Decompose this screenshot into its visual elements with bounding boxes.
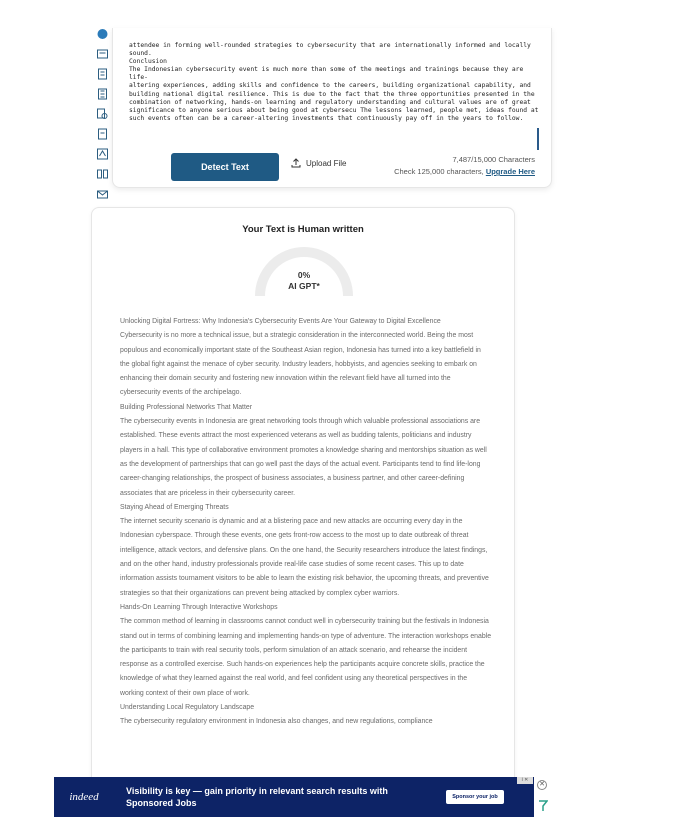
compare-icon[interactable]: [95, 168, 109, 180]
character-info: [394, 154, 535, 178]
upload-icon: [291, 158, 301, 168]
result-paragraph: Cybersecurity is no more a technical issue, but a strategic consideration in the interconnected world. Being the most populous and economically important state of the Southeast Asian region, Indonesia has turned into a key battlefield in the global fight against the menace of cyber security. Industry leaders, hobbyists, and agencies seeking to embark on enhancing their domain security and fostering new innovation within the relevant field have all turned into the cybersecurity events of the archipelago.: [120, 332, 481, 397]
result-paragraph: Staying Ahead of Emerging Threats: [120, 503, 229, 511]
check-limit-text: Check 125,000 characters,: [394, 167, 484, 176]
result-paragraph: The common method of learning in classrooms cannot conduct well in cybersecurity training but the festivals in Indonesia stand out in terms of combining learning and implementing hands-on type of adventure. The interaction workshops enable the participants to train with real security tools, perform simulation of an attack scenario, and rehearse the incident response as a controlled exercise. Such hands-on experiences help the participants acquire concrete skills, practice the knowledge of what they learned against the real world, and feel confident using any theoretical perspectives in the working context of their own place of work.: [120, 618, 492, 697]
text-editor[interactable]: attendee in forming well-rounded strategies to cybersecurity that are internationally informed and locally sound. Conclusion The Indonesian cybersecurity event is much more than some of the meetings and trainings because they are life- altering experiences, adding skills and confidence to the careers, building organizational capability, and building national digital resilience. This is due to the fact that the three opportunities presented in the combination of networking, hands-on learning and regulatory understanding and cultural values are of great significance to anyone serious about being good at cybersecu The lessons learned, people met, ideas found at such events often can be a career-altering investments that continuously pay off in the years to follow.: [129, 42, 539, 122]
ad-info-icon[interactable]: i ✕: [517, 777, 533, 784]
mail-icon[interactable]: [95, 188, 109, 200]
result-paragraph: The cybersecurity events in Indonesia are great networking tools through which valuable professional associations are established. These events attract the most experienced veterans as well as budding talents, politicians and industry players in a hall. This type of collaborative environment promotes a knowledge sharing and mentorships situation as well as the development of partnerships that can go well past the days of the actual event. Participants tend to find life-long career-changing relationships, the prospect of business associates, a business partner, and other career-defining associates that are priceless in their cybersecurity career.: [120, 418, 487, 497]
result-text: [120, 315, 492, 730]
ad-content[interactable]: [54, 777, 534, 817]
summarize-icon[interactable]: [95, 128, 109, 140]
sponsor-job-button[interactable]: Sponsor your job: [446, 790, 504, 804]
result-paragraph: Building Professional Networks That Matter: [120, 403, 253, 411]
ad-banner: [0, 777, 691, 817]
character-count: 7,487/15,000 Characters: [452, 155, 535, 164]
gauge-model: AI GPT*: [288, 281, 320, 291]
result-paragraph: Unlocking Digital Fortress: Why Indonesia's Cybersecurity Events Are Your Gateway to Digital Excellence: [120, 318, 441, 325]
gauge-percent: 0%: [297, 270, 311, 280]
paraphrase-icon[interactable]: [95, 48, 109, 60]
translate-icon[interactable]: [95, 28, 109, 40]
detect-text-button[interactable]: Detect Text: [171, 153, 279, 181]
plagiarism-icon[interactable]: [95, 108, 109, 120]
upgrade-here-link[interactable]: Upgrade Here: [485, 167, 535, 176]
indeed-logo: indeed: [69, 791, 99, 803]
ad-close-icon[interactable]: ✕: [537, 780, 547, 790]
result-paragraph: The internet security scenario is dynamic and at a blistering pace and new attacks are occurring every day in the Indonesian cyberspace. Through these events, one gets front-row access to the most up to date outbreak of threat intelligence, attack vectors, and defensive plans. On the one hand, the Security researchers introduce the latest findings, and on the other hand, industry professionals provide real-life case studies of some recent cases. This up to date information assists tournament visitors to be able to learn the existing risk behavior, the upcoming threats, and preventive strategies so that their organizations can prevent being attacked by complex cyber warriors.: [120, 518, 489, 597]
grammar-icon[interactable]: [95, 148, 109, 160]
document-icon[interactable]: [95, 88, 109, 100]
upgrade-line: [394, 166, 535, 178]
text-input-card: [112, 28, 552, 188]
tool-sidebar: [92, 28, 112, 194]
result-paragraph: Understanding Local Regulatory Landscape: [120, 704, 255, 712]
result-paragraph: Hands-On Learning Through Interactive Workshops: [120, 603, 278, 611]
result-paragraph: The cybersecurity regulatory environment in Indonesia also changes, and new regulations, compliance: [120, 718, 433, 726]
upload-file-label: Upload File: [306, 158, 347, 168]
upload-file-button[interactable]: [291, 158, 346, 168]
adchoices-icon[interactable]: [538, 800, 548, 812]
rewrite-icon[interactable]: [95, 68, 109, 80]
gauge-label: [254, 270, 354, 292]
ad-headline: Visibility is key — gain priority in relevant search results with Sponsored Jobs: [126, 786, 388, 808]
result-title: Your Text is Human written: [242, 224, 364, 235]
result-card: [91, 207, 515, 787]
scrollbar-thumb[interactable]: [537, 128, 539, 150]
